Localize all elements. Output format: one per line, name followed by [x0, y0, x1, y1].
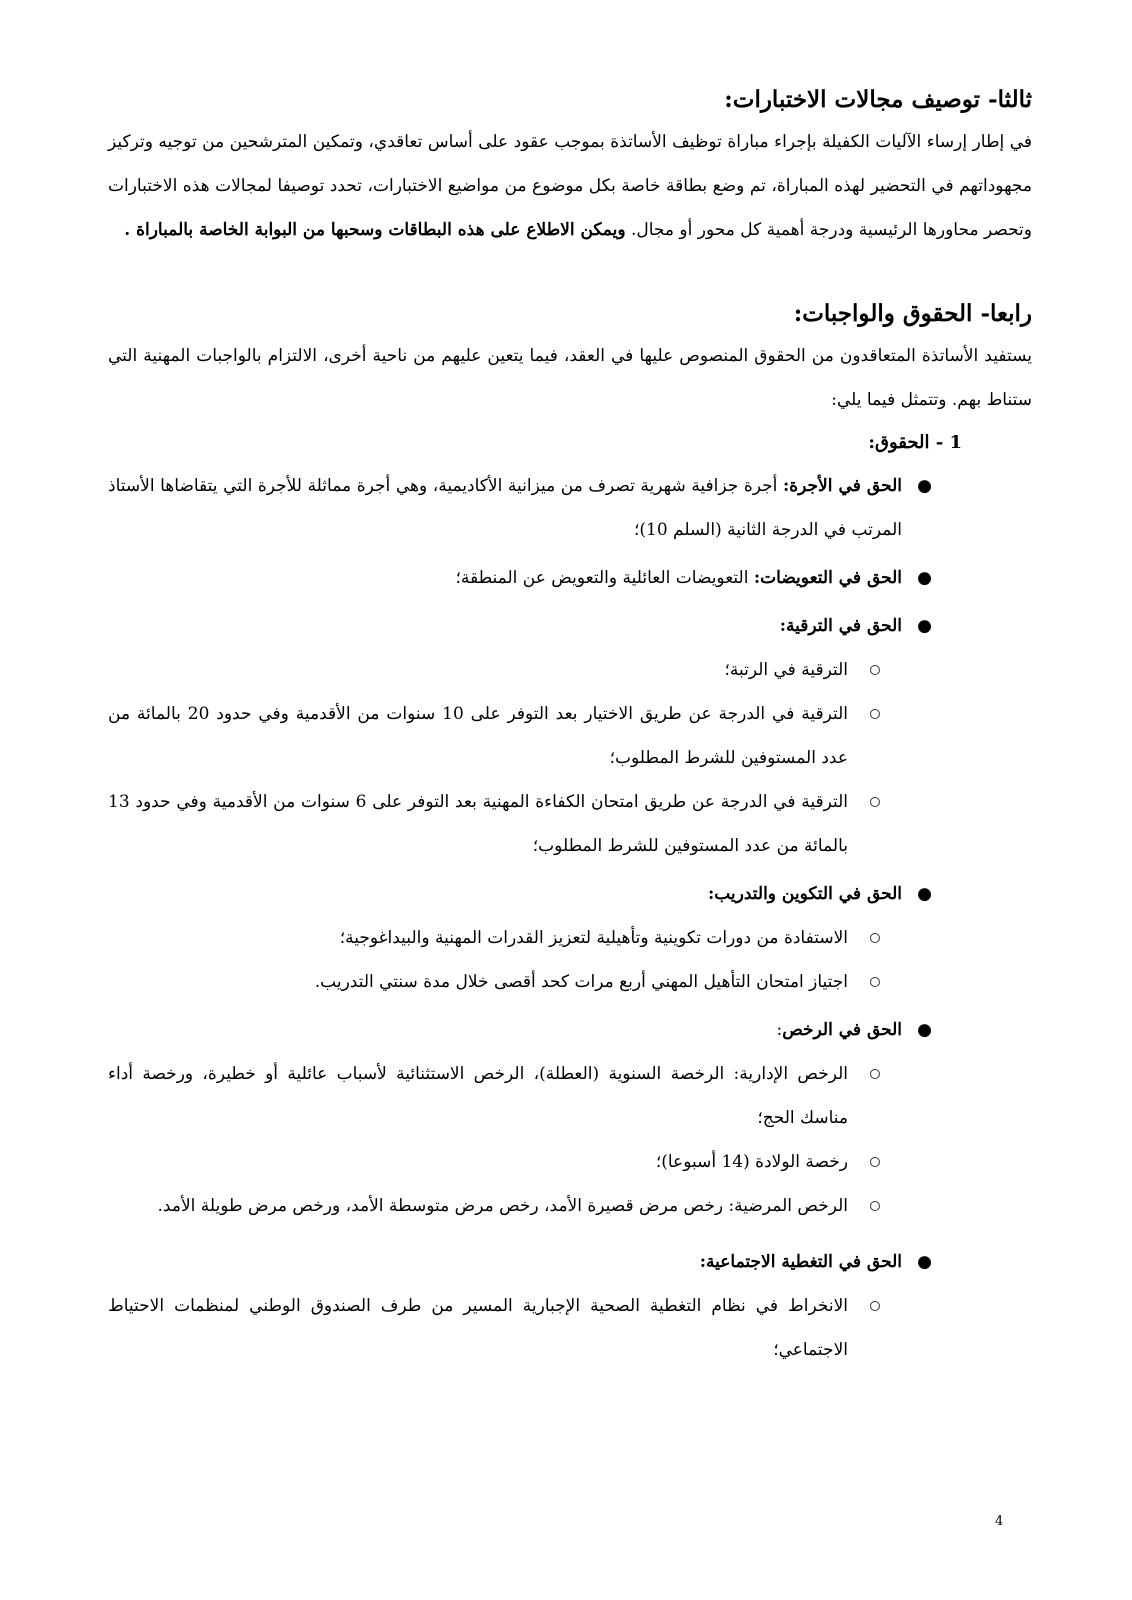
right-label: الحق في الأجرة: [782, 476, 902, 496]
right-label: الحق في التغطية الاجتماعية: [699, 1252, 902, 1272]
right-item-leave [108, 1008, 1032, 1052]
bullet-icon: ● [917, 476, 932, 496]
right-item-training [108, 872, 1032, 916]
right-label: الحق في التعويضات: [753, 568, 902, 588]
list-item-text: الترقية في الدرجة عن طريق امتحان الكفاءة المهنية بعد التوفر على 6 سنوات من الأقدمية وفي حدود 13 بالمائة من عدد المستوفين للشرط المطلوب؛ [108, 792, 848, 856]
section-3-bold-text: ويمكن الاطلاع على هذه البطاقات وسحبها من البوابة الخاصة بالمباراة . [124, 220, 626, 240]
training-sublist [108, 916, 1032, 1004]
section-4-intro: يستفيد الأساتذة المتعاقدون من الحقوق المنصوص عليها في العقد، فيما يتعين عليهم من ناحية أخرى، الالتزام بالواجبات المهنية التي ستناط بهم. وتتمثل فيما يلي: [108, 346, 1032, 410]
circle-bullet-icon [870, 665, 880, 675]
circle-bullet-icon [870, 977, 880, 987]
rights-list [108, 464, 1032, 1372]
section-3-heading: ثالثا- توصيف مجالات الاختبارات: [724, 86, 1032, 113]
bullet-icon: ● [917, 568, 932, 588]
document-page [108, 82, 1032, 1372]
social-coverage-sublist [108, 1284, 1032, 1372]
list-item [108, 1184, 1032, 1228]
section-3-text: في إطار إرساء الآليات الكفيلة بإجراء مباراة توظيف الأساتذة بموجب عقود على أساس تعاقدي، وتمكين المترشحين من توجيه وتركيز مجهوداتهم في التحضير لهذه المباراة، تم وضع بطاقة خاصة بكل موضوع من مواضيع الاختبارات، تحدد توصيفا لمجالات هذه الاختبارات وتحصر محاورها الرئيسية ودرجة أهمية كل محور أو مجال. [108, 132, 1032, 240]
circle-bullet-icon [870, 1201, 880, 1211]
bullet-icon: ● [917, 1020, 932, 1040]
promotion-sublist [108, 648, 1032, 868]
list-item-text: الترقية في الدرجة عن طريق الاختيار بعد التوفر على 10 سنوات من الأقدمية وفي حدود 20 بالمائة من عدد المستوفين للشرط المطلوب؛ [108, 704, 848, 768]
right-item-social-coverage [108, 1240, 1032, 1284]
list-item [108, 916, 1032, 960]
list-item-text: الاستفادة من دورات تكوينية وتأهيلية لتعزيز القدرات المهنية والبيداغوجية؛ [339, 928, 848, 948]
list-item [108, 780, 1032, 868]
section-3-paragraph [108, 120, 1032, 252]
right-label: الحق في الترقية: [779, 616, 902, 636]
right-text: أجرة جزافية شهرية تصرف من ميزانية الأكاديمية، وهي أجرة مماثلة للأجرة التي يتقاضاها الأستاذ المرتب في الدرجة الثانية (السلم 10)؛ [108, 476, 902, 540]
bullet-icon: ● [917, 884, 932, 904]
right-label: الحق في التكوين والتدريب: [707, 884, 902, 904]
circle-bullet-icon [870, 1069, 880, 1079]
list-item-text: الرخص المرضية: رخص مرض قصيرة الأمد، رخص مرض متوسطة الأمد، ورخص مرض طويلة الأمد. [157, 1196, 848, 1216]
right-item-compensation [108, 556, 1032, 600]
right-item-promotion [108, 604, 1032, 648]
right-label: الحق في الرخص [782, 1020, 902, 1040]
circle-bullet-icon [870, 933, 880, 943]
leave-sublist [108, 1052, 1032, 1228]
circle-bullet-icon [870, 1301, 880, 1311]
list-item [108, 1284, 1032, 1372]
list-item-text: الرخص الإدارية: الرخصة السنوية (العطلة)، الرخص الاستثنائية لأسباب عائلية أو خطيرة، ورخصة أداء مناسك الحج؛ [108, 1064, 848, 1128]
list-item-text: الانخراط في نظام التغطية الصحية الإجبارية المسير من طرف الصندوق الوطني لمنظمات الاحتياط الاجتماعي؛ [108, 1296, 848, 1360]
circle-bullet-icon [870, 797, 880, 807]
list-item-text: رخصة الولادة (14 أسبوعا)؛ [655, 1152, 848, 1172]
page-number: 4 [995, 1514, 1004, 1529]
list-item [108, 648, 1032, 692]
rights-subheading: 1 - الحقوق: [868, 432, 962, 453]
circle-bullet-icon [870, 709, 880, 719]
right-text: : [776, 1020, 783, 1040]
bullet-icon: ● [917, 1252, 932, 1272]
circle-bullet-icon [870, 1157, 880, 1167]
list-item [108, 1140, 1032, 1184]
list-item [108, 960, 1032, 1004]
list-item-text: اجتياز امتحان التأهيل المهني أربع مرات كحد أقصى خلال مدة سنتي التدريب. [314, 972, 848, 992]
list-item-text: الترقية في الرتبة؛ [724, 660, 848, 680]
list-item [108, 692, 1032, 780]
right-item-salary [108, 464, 1032, 552]
bullet-icon: ● [917, 616, 932, 636]
section-4-heading: رابعا- الحقوق والواجبات: [793, 300, 1032, 327]
right-text: التعويضات العائلية والتعويض عن المنطقة؛ [455, 568, 754, 588]
section-spacer [108, 252, 1032, 296]
list-item [108, 1052, 1032, 1140]
